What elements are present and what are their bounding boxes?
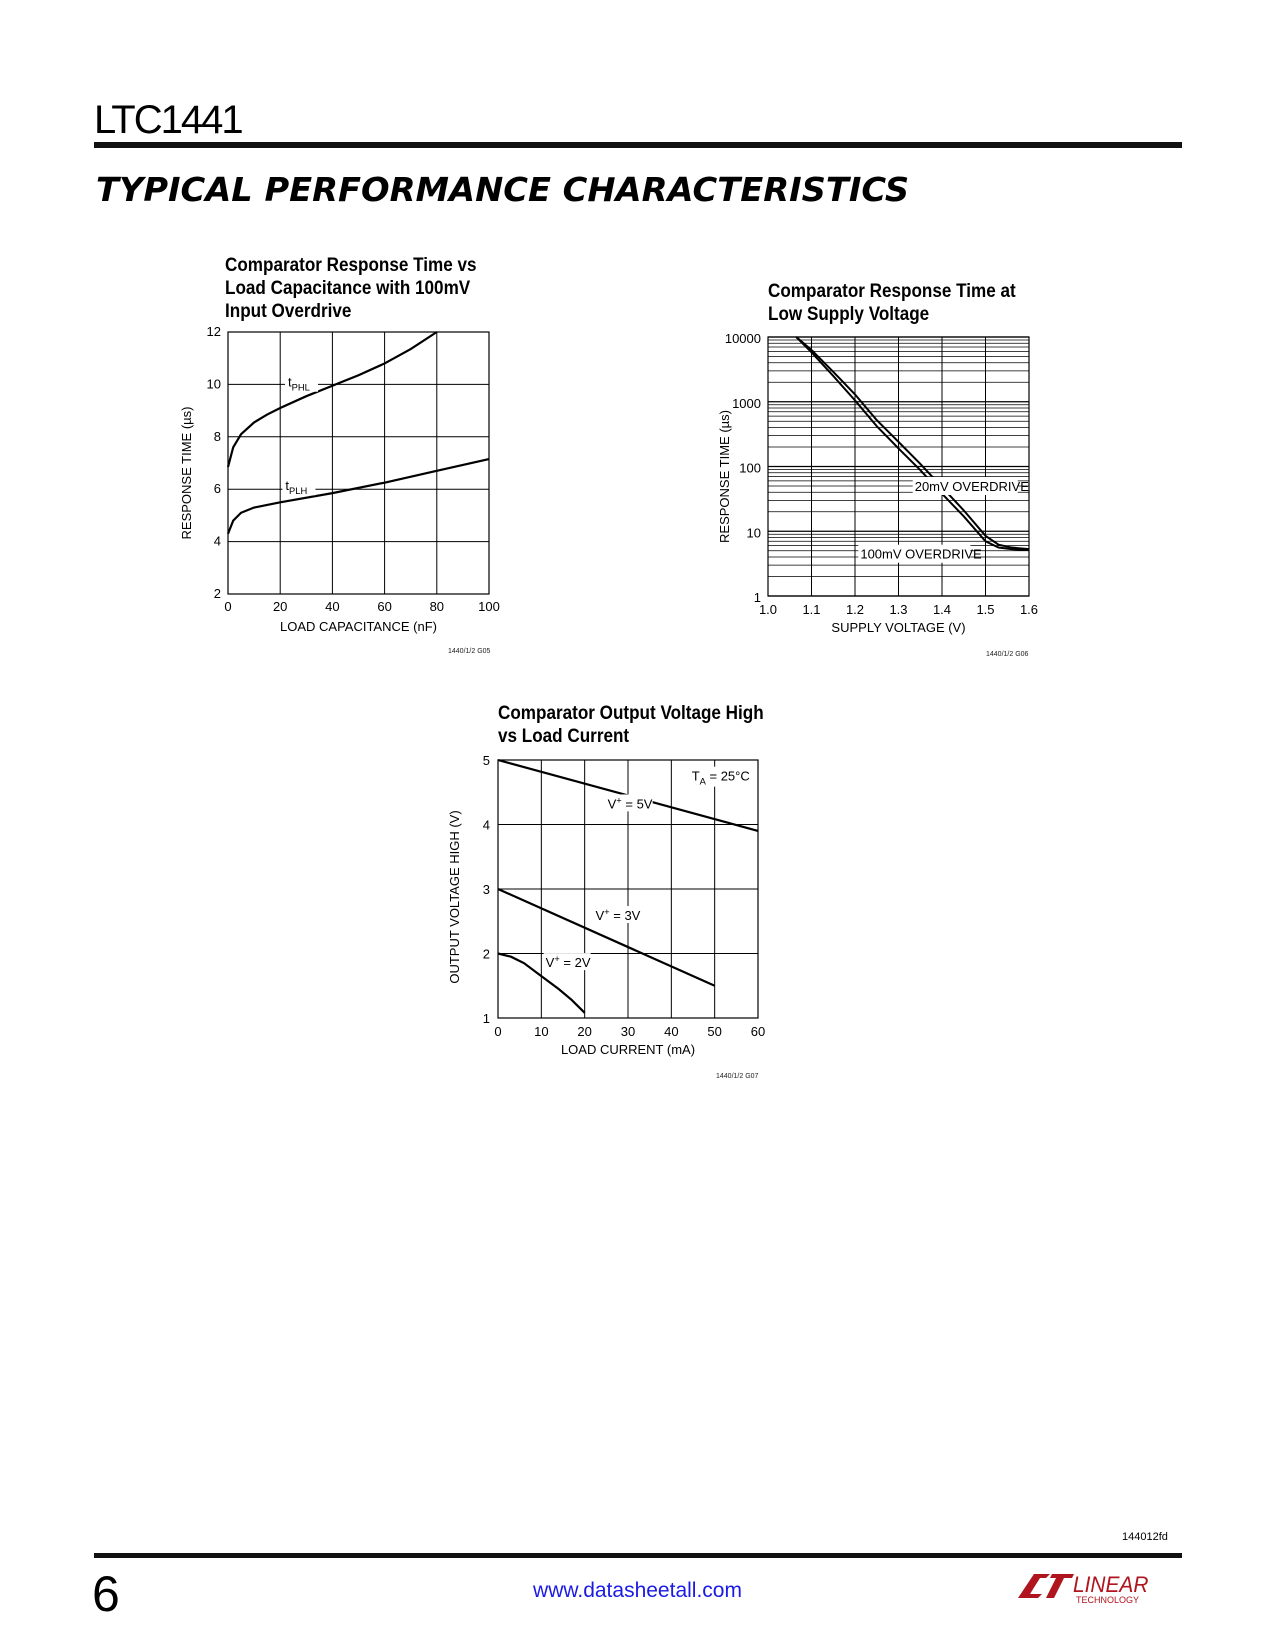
chart1-title-line: Input Overdrive [225, 301, 352, 322]
chart3-figure-id: 1440/1/2 G07 [716, 1073, 759, 1080]
header-rule [94, 142, 1182, 148]
y-tick-label: 2 [213, 586, 221, 601]
chart3-title-line: Comparator Output Voltage High [498, 703, 764, 724]
x-tick-label: 30 [620, 1024, 636, 1039]
logo-sub: TECHNOLOGY [1076, 1595, 1140, 1605]
temperature-annotation: $T_A = 25^\circ C$ [691, 768, 750, 787]
y-tick-label: 5 [482, 753, 490, 768]
chart1-title [225, 254, 477, 323]
y-tick-label: 6 [213, 481, 221, 497]
series-line-V+ = 3V [498, 889, 715, 986]
chart2-title-line: Low Supply Voltage [768, 304, 930, 325]
y-axis-label: RESPONSE TIME (µs) [179, 406, 194, 540]
plot-frame [228, 332, 489, 594]
x-tick-label: 40 [664, 1024, 679, 1039]
chart1-title-line: Load Capacitance with 100mV [225, 278, 471, 299]
section-title: TYPICAL PERFORMANCE CHARACTERISTICS [96, 170, 910, 209]
y-tick-label: 4 [213, 533, 221, 549]
x-axis-label: SUPPLY VOLTAGE (V) [831, 620, 966, 635]
x-tick-label: 1.5 [976, 602, 995, 617]
x-axis-label: LOAD CAPACITANCE (nF) [280, 619, 437, 634]
x-axis-label: LOAD CURRENT (mA) [560, 1042, 696, 1057]
doc-code: 144012fd [1122, 1531, 1168, 1543]
series-line-tPLH [228, 459, 489, 534]
lt-mark-icon [1018, 1574, 1074, 1598]
chart2-title-line: Comparator Response Time at [768, 281, 1016, 302]
x-tick-label: 50 [707, 1024, 722, 1039]
series-label-20mv: 20mV OVERDRIVE [914, 478, 1029, 494]
series-line-20mV OVERDRIVE [796, 337, 1029, 549]
chart2-plot [700, 325, 1060, 650]
y-tick-label: 1 [482, 1011, 490, 1026]
chart3-plot [430, 748, 780, 1073]
x-tick-label: 80 [429, 599, 445, 614]
x-tick-label: 60 [377, 599, 392, 614]
y-axis-label: RESPONSE TIME (µs) [717, 410, 732, 543]
linear-technology-logo [1016, 1566, 1149, 1610]
logo-word: LINEAR [1073, 1572, 1149, 1598]
y-tick-label: 10 [746, 525, 761, 541]
x-tick-label: 100 [478, 599, 500, 614]
y-tick-label: 3 [482, 882, 490, 897]
series-label-tPLH: $t_{PLH}$ [285, 478, 308, 497]
x-tick-label: 0 [224, 599, 232, 614]
series-label: V+ = 5V [607, 795, 653, 812]
website-link[interactable]: www.datasheetall.com [533, 1579, 742, 1602]
x-tick-label: 1.3 [889, 602, 908, 617]
x-tick-label: 40 [325, 599, 340, 614]
x-tick-label: 1.4 [932, 602, 952, 617]
x-tick-label: 60 [750, 1024, 766, 1039]
x-tick-label: 20 [272, 599, 288, 614]
x-tick-label: 10 [534, 1024, 549, 1039]
chart1-figure-id: 1440/1/2 G05 [448, 648, 491, 655]
y-axis-label: OUTPUT VOLTAGE HIGH (V) [447, 810, 462, 984]
chart1-plot [160, 320, 540, 650]
chart2-title [768, 280, 1016, 326]
series-label-100mv: 100mV OVERDRIVE [860, 546, 982, 562]
y-tick-label: 8 [213, 428, 221, 444]
x-tick-label: 1.0 [758, 602, 778, 617]
y-tick-label: 1 [753, 590, 761, 605]
x-tick-label: 1.2 [845, 602, 865, 617]
y-tick-label: 10000 [724, 331, 761, 346]
y-tick-label: 12 [206, 324, 221, 339]
chart3-title [498, 702, 764, 748]
chart2-figure-id: 1440/1/2 G06 [986, 651, 1029, 658]
chart1-title-line: Comparator Response Time vs [225, 255, 477, 276]
x-tick-label: 1.1 [802, 602, 821, 617]
x-tick-label: 20 [577, 1024, 592, 1039]
y-tick-label: 4 [482, 817, 490, 833]
y-tick-label: 2 [482, 946, 490, 962]
y-tick-label: 10 [206, 376, 221, 392]
series-label: V+ = 3V [595, 907, 641, 924]
x-tick-label: 1.6 [1019, 602, 1039, 617]
series-label-tPHL: $t_{PHL}$ [288, 374, 310, 393]
series-label: V+ = 2V [545, 954, 591, 971]
y-tick-label: 100 [739, 460, 761, 476]
y-tick-label: 1000 [732, 395, 761, 411]
chart3-title-line: vs Load Current [498, 726, 630, 747]
page-number: 6 [92, 1566, 120, 1622]
footer-rule [94, 1553, 1182, 1558]
x-tick-label: 0 [494, 1024, 502, 1039]
part-number: LTC1441 [94, 98, 242, 142]
